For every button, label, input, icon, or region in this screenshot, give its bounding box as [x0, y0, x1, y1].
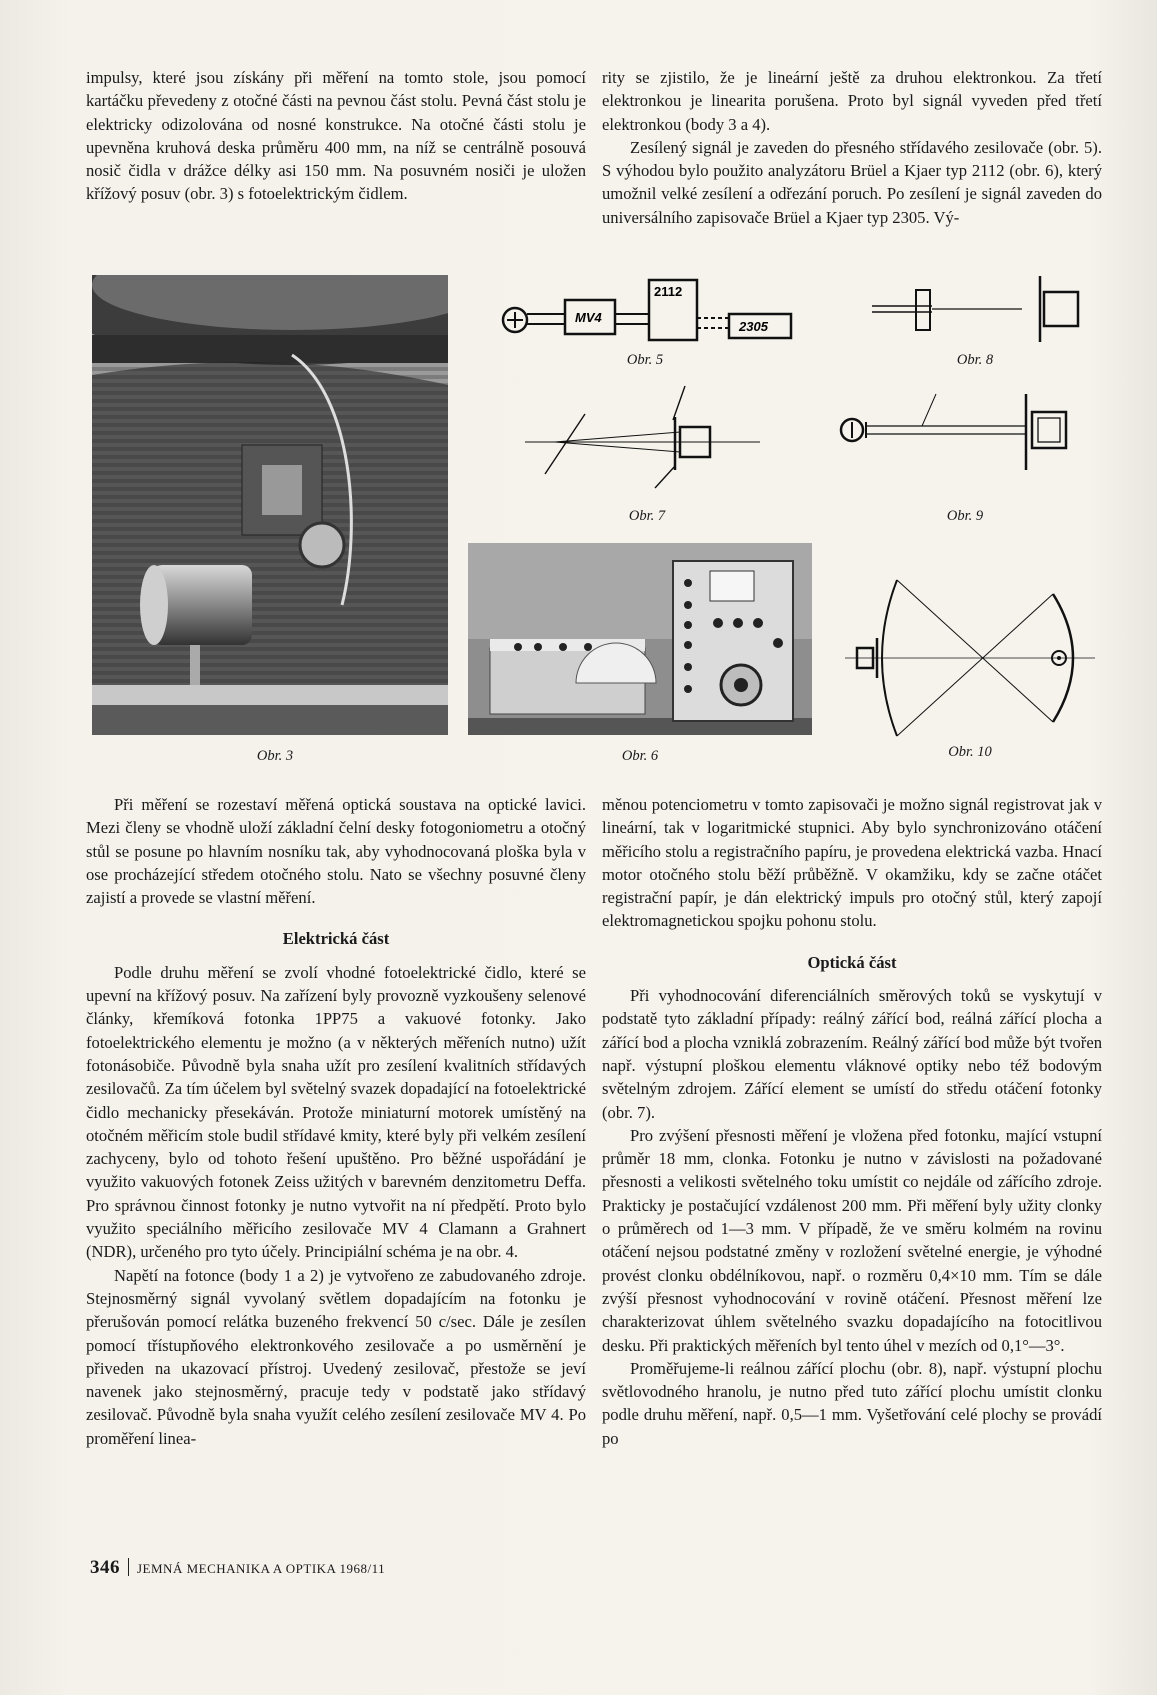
- caption-obr-9: Obr. 9: [946, 508, 984, 524]
- label-2112: 2112: [654, 284, 683, 299]
- caption-obr-7: Obr. 7: [628, 508, 666, 524]
- caption-obr-5: Obr. 5: [626, 352, 664, 368]
- footer-divider: [128, 1558, 129, 1576]
- diagram-obr-9: [836, 392, 1076, 472]
- caption-obr-3: Obr. 3: [256, 748, 294, 764]
- diagram-obr-7: [525, 382, 765, 492]
- page-footer: [90, 1557, 385, 1579]
- left-bottom-paragraph-1: Při měření se rozestaví měřená optická soustava na optické lavici. Mezi členy se vhodně uloží základní čelní desky fotogoniometru a otočný stůl se posune po hlavním nosníku tak, aby vyhodnocovaná ploška byla v ose procházející středem otočného stolu. Nato se všechny posuvné členy zajistí a provede se vlastní měření.: [86, 795, 586, 908]
- caption-obr-8: Obr. 8: [956, 352, 994, 368]
- right-bottom-paragraph-4: Proměřujeme-li reálnou zářící plochu (obr. 8), např. výstupní plochu světlovodného hranolu, je nutno před tuto zářící plochu umístit clonku podle druhu měření, např. 0,5—1 mm. Vyšetřování celé plochy se provádí po: [602, 1358, 1102, 1448]
- right-bottom-paragraph-1: měnou potenciometru v tomto zapisovači je možno signál registrovat jak v lineární, tak v logaritmické stupnici. Aby bylo synchronizováno otáčení měřicího stolu a registračního papíru, je provedena elektrická vazba. Hnací motor otočného stolu běží průběžně. V okamžiku, kdy se začne otáčet registrační papír, je dán elektrický impuls pro otočný stůl, který zapojí elektromagnetickou spojku pohonu stolu.: [602, 795, 1102, 931]
- diagram-obr-8: [872, 272, 1082, 344]
- left-bottom-paragraph-2: Podle druhu měření se zvolí vhodné fotoelektrické čidlo, které se upevní na křížový posuv. Na zařízení byly provozně vyzkoušeny selenové články, křemíková fotonka 1PP75 a vakuové fotonky. Jako fotoelektrického elementu je možno (a v některých měřeních nutno) užít fotonásobiče. Původně byla snaha užít pro zesílení kvalitních střídavých zesilovačů. Za tím účelem byl světelný svazek dopadající na fotoelektrické čidlo mechanicky přesekáván. Protože miniaturní motorek umístěný na otočném měřicím stole budil střídavé kmity, které byly při velkém zesílení zachyceny, bylo od tohoto řešení upuštěno. Pro běžné uspořádání je využito vakuových fotonek Zeiss užitých v barevném denzitometru Deffa. Pro správnou činnost fotonky je nutno vytvořit na ní předpětí. Proto bylo využito speciálního měřicího zesilovače MV 4 Clamann a Grahnert (NDR), určeného pro tyto účely. Principiální schéma je na obr. 4.: [86, 962, 586, 1262]
- left-bottom-paragraph-3: Napětí na fotonce (body 1 a 2) je vytvořeno ze zabudovaného zdroje. Stejnosměrný signál vyvolaný světlem dopadajícím na fotonku je přerušován pomocí relátka buzeného frekvencí 50 c/sec. Dále je zesílen pomocí třístupňového elektronkového zesilovače a po usměrnění je přiveden na ukazovací přístroj. Uvedený zesilovač, přestože se jeví navenek jako stejnosměrný, pracuje tedy v podstatě jako střídavý zesilovač. Původně byla snaha využít celého zesílení zesilovače MV 4. Po proměření linea-: [86, 1265, 586, 1448]
- caption-obr-6: Obr. 6: [621, 748, 659, 764]
- photo-obr-6: [468, 543, 812, 735]
- right-top-column: [602, 66, 1102, 229]
- right-top-paragraph-1: rity se zjistilo, že je lineární ještě za druhou elektronkou. Za třetí elektronkou je linearita porušena. Proto byl signál vyveden před třetí elektronkou (body 3 a 4).: [602, 68, 1102, 134]
- right-bottom-column: [602, 793, 1102, 1450]
- mv4-label: MV4: [575, 310, 602, 325]
- left-top-paragraph: impulsy, které jsou získány při měření na tomto stole, jsou pomocí kartáčku převedeny z otočné části na pevnou část stolu. Pevná část stolu je elektricky odizolována od nosné konstrukce. Na otočné části stolu je upevněna kruhová deska průměru 400 mm, na níž se centrálně posouvá nosič čidla v drážce délky asi 150 mm. Na posuvném nosiči je uložen křížový posuv (obr. 3) s fotoelektrickým čidlem.: [86, 68, 586, 204]
- right-top-paragraph-2: Zesílený signál je zaveden do přesného střídavého zesilovače (obr. 5). S výhodou bylo použito analyzátoru Brüel a Kjaer typ 2112 (obr. 6), který umožnil velké zesílení a odřezání poruch. Po zesílení je signál zaveden do universálního zapisovače Brüel a Kjaer typ 2305. Vý-: [602, 137, 1102, 227]
- left-top-column: [86, 66, 586, 206]
- photo-obr-3: [92, 275, 448, 735]
- journal-name: JEMNÁ MECHANIKA A OPTIKA 1968/11: [137, 1561, 386, 1576]
- left-bottom-column: [86, 793, 586, 1450]
- caption-obr-10: Obr. 10: [948, 744, 992, 760]
- section-heading-opticka: Optická část: [807, 952, 897, 972]
- page-number: 346: [90, 1557, 120, 1578]
- diagram-obr-5: [497, 278, 802, 348]
- photo-obr-3-image: [92, 275, 448, 735]
- right-bottom-paragraph-2: Při vyhodnocování diferenciálních směrových toků se vyskytují v podstatě tyto základní případy: reálný zářící bod, reálná zářící plocha a zářící bod a plocha vzniklá zobrazením. Reálný zářící bod může být tvořen např. výstupní ploškou elementu vláknové optiky nebo též bodovým světelným zdrojem. Zářící element se umístí do středu otáčení fotonky (obr. 7).: [602, 986, 1102, 1122]
- diagram-obr-10: [845, 572, 1095, 742]
- photo-obr-6-image: [468, 543, 812, 735]
- right-bottom-paragraph-3: Pro zvýšení přesnosti měření je vložena před fotonku, mající vstupní průměr 18 mm, clonka. Fotonku je nutno v závislosti na požadované přesnosti a velikosti světelného toku umístit co nejdále od zářícího zdroje. Prakticky je postačující vzdálenost 200 mm. Při měření byly užity clonky o průměrech od 1—3 mm. V případě, že ve směru kolmém na rovinu otáčení nejsou podstatné změny v rozložení světelné energie, je výhodné provést clonku obdélníkovou, např. o rozměru 0,4×10 mm. Tím se dále zvýší přesnost vyhodnocování v rovině otáčení. Přesnost měření lze charakterizovat úhlem světelného svazku dopadajícího na fotocitlivou desku. Při praktických měřeních byl tento úhel v mezích od 0,1°—3°.: [602, 1125, 1102, 1355]
- section-heading-elektricka: Elektrická část: [282, 929, 390, 949]
- label-2305: 2305: [739, 319, 768, 334]
